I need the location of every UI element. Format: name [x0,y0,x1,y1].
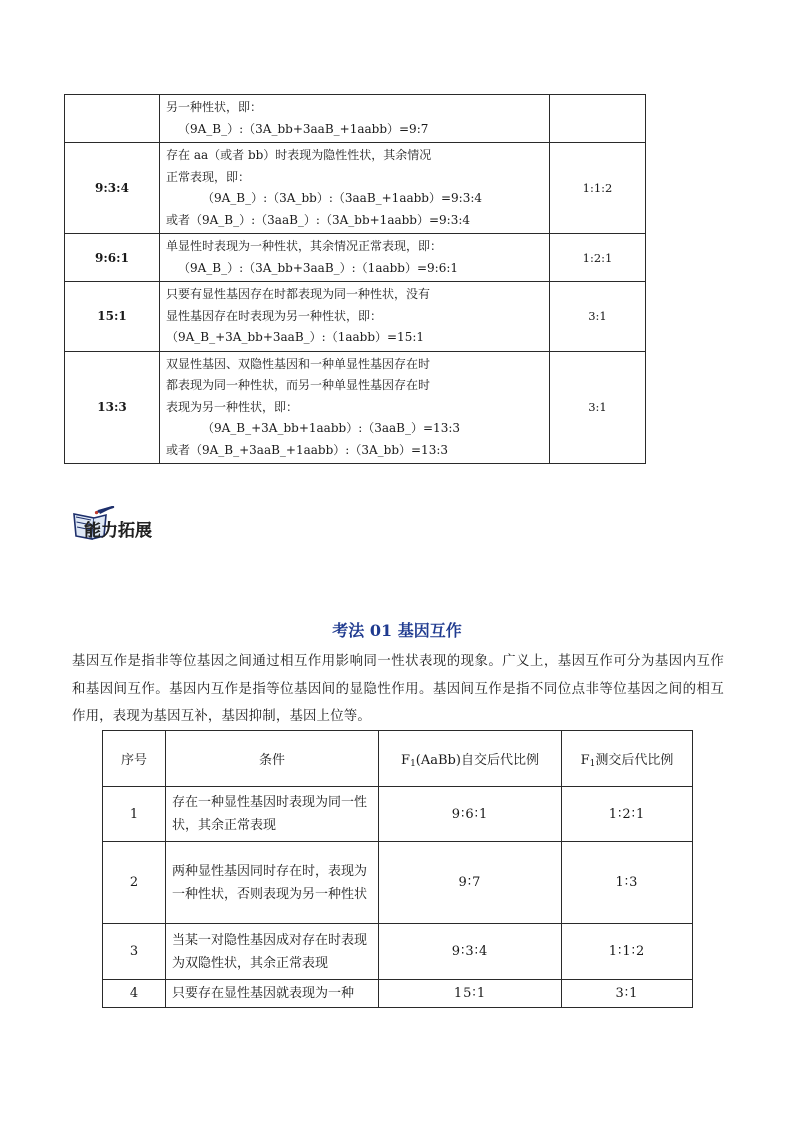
description-line: （9A_B_+3A_bb+3aaB_）:（1aabb）=15:1 [166,330,425,344]
gene-interaction-table [102,730,693,1008]
description-line: （9A_B_）:（3A_bb）:（3aaB_+1aabb）=9:3:4 [202,191,483,205]
table-row [65,282,646,352]
table-row [103,924,693,980]
description-line: 表现为另一种性状，即： [166,399,299,414]
testcross-ratio-cell: 3∶1 [562,980,693,1008]
condition-cell: 只要存在显性基因就表现为一种 [166,980,379,1008]
testcross-ratio-cell: 3:1 [550,351,646,464]
testcross-ratio-cell: 1:2:1 [550,234,646,282]
testcross-ratio-cell: 1∶3 [562,842,693,924]
section-label: 能力拓展 [84,521,152,541]
column-header-testcross [562,731,693,787]
header-text: F [401,752,411,768]
testcross-ratio-cell [550,95,646,143]
column-header-number: 序号 [103,731,166,787]
table-row [65,351,646,464]
ratio-cell: 15:1 [65,282,160,352]
ratio-cell: 9:6:1 [65,234,160,282]
description-cell [160,143,550,234]
ratio-cell: 9:3:4 [65,143,160,234]
description-line: （9A_B_）:（3A_bb+3aaB_+1aabb）=9:7 [178,121,429,136]
description-line: 另一种性状，即： [166,100,263,114]
description-line: 只要有显性基因存在时都表现为同一种性状，没有 [166,287,431,301]
table-row [65,95,646,143]
header-text: 测交后代比例 [595,752,674,768]
description-line: 都表现为同一种性状，而另一种单显性基因存在时 [166,378,431,392]
description-cell [160,351,550,464]
row-number: 1 [103,787,166,842]
description-line: （9A_B_）:（3A_bb+3aaB_）:（1aabb）=9:6:1 [178,260,459,275]
description-line: 显性基因存在时表现为另一种性状，即： [166,308,383,323]
table-row [103,787,693,842]
description-line: （9A_B_+3A_bb+1aabb）:（3aaB_）=13:3 [202,421,461,435]
description-cell [160,234,550,282]
table-row [103,980,693,1008]
epistasis-ratio-table [64,94,646,464]
table-row [65,234,646,282]
description-line: 或者（9A_B_+3aaB_+1aabb）:（3A_bb）=13:3 [166,442,449,457]
testcross-ratio-cell: 1∶2∶1 [562,787,693,842]
selfcross-ratio-cell: 15∶1 [379,980,562,1008]
description-line: 正常表现，即： [166,169,251,184]
description-cell [160,282,550,352]
testcross-ratio-cell: 1∶1∶2 [562,924,693,980]
testcross-ratio-cell: 1:1:2 [550,143,646,234]
row-number: 2 [103,842,166,924]
row-number: 4 [103,980,166,1008]
selfcross-ratio-cell: 9∶3∶4 [379,924,562,980]
column-header-condition: 条件 [166,731,379,787]
description-line: 双显性基因、双隐性基因和一种单显性基因存在时 [166,356,431,371]
header-text: F [580,752,590,768]
column-header-selfcross [379,731,562,787]
method-title: 考法 01 基因互作 [332,621,462,640]
description-line: 或者（9A_B_）:（3aaB_）:（3A_bb+1aabb）=9:3:4 [166,212,471,227]
ratio-cell: 13:3 [65,351,160,464]
row-number: 3 [103,924,166,980]
description-line: 存在 aa（或者 bb）时表现为隐性性状，其余情况 [166,148,432,162]
description-line: 单显性时表现为一种性状，其余情况正常表现，即： [166,239,443,253]
selfcross-ratio-cell: 9∶7 [379,842,562,924]
selfcross-ratio-cell: 9∶6∶1 [379,787,562,842]
description-cell [160,95,550,143]
condition-cell: 存在一种显性基因时表现为同一性状，其余正常表现 [166,787,379,842]
section-header [72,506,202,542]
ratio-cell [65,95,160,143]
table-row [65,143,646,234]
condition-cell: 两种显性基因同时存在时，表现为一种性状，否则表现为另一种性状 [166,842,379,924]
header-text: (AaBb)自交后代比例 [415,752,539,768]
table-header-row [103,731,693,787]
intro-paragraph: 基因互作是指非等位基因之间通过相互作用影响同一性状表现的现象。广义上，基因互作可分为基因内互作和基因间互作。基因内互作是指等位基因间的显隐性作用。基因间互作是指不同位点非等位基因之间的相互作用，表现为基因互补，基因抑制，基因上位等。 [72,654,724,724]
condition-cell: 当某一对隐性基因成对存在时表现为双隐性状，其余正常表现 [166,924,379,980]
header-subscript: 1 [589,758,596,769]
testcross-ratio-cell: 3:1 [550,282,646,352]
header-subscript: 1 [410,758,416,769]
table-row [103,842,693,924]
